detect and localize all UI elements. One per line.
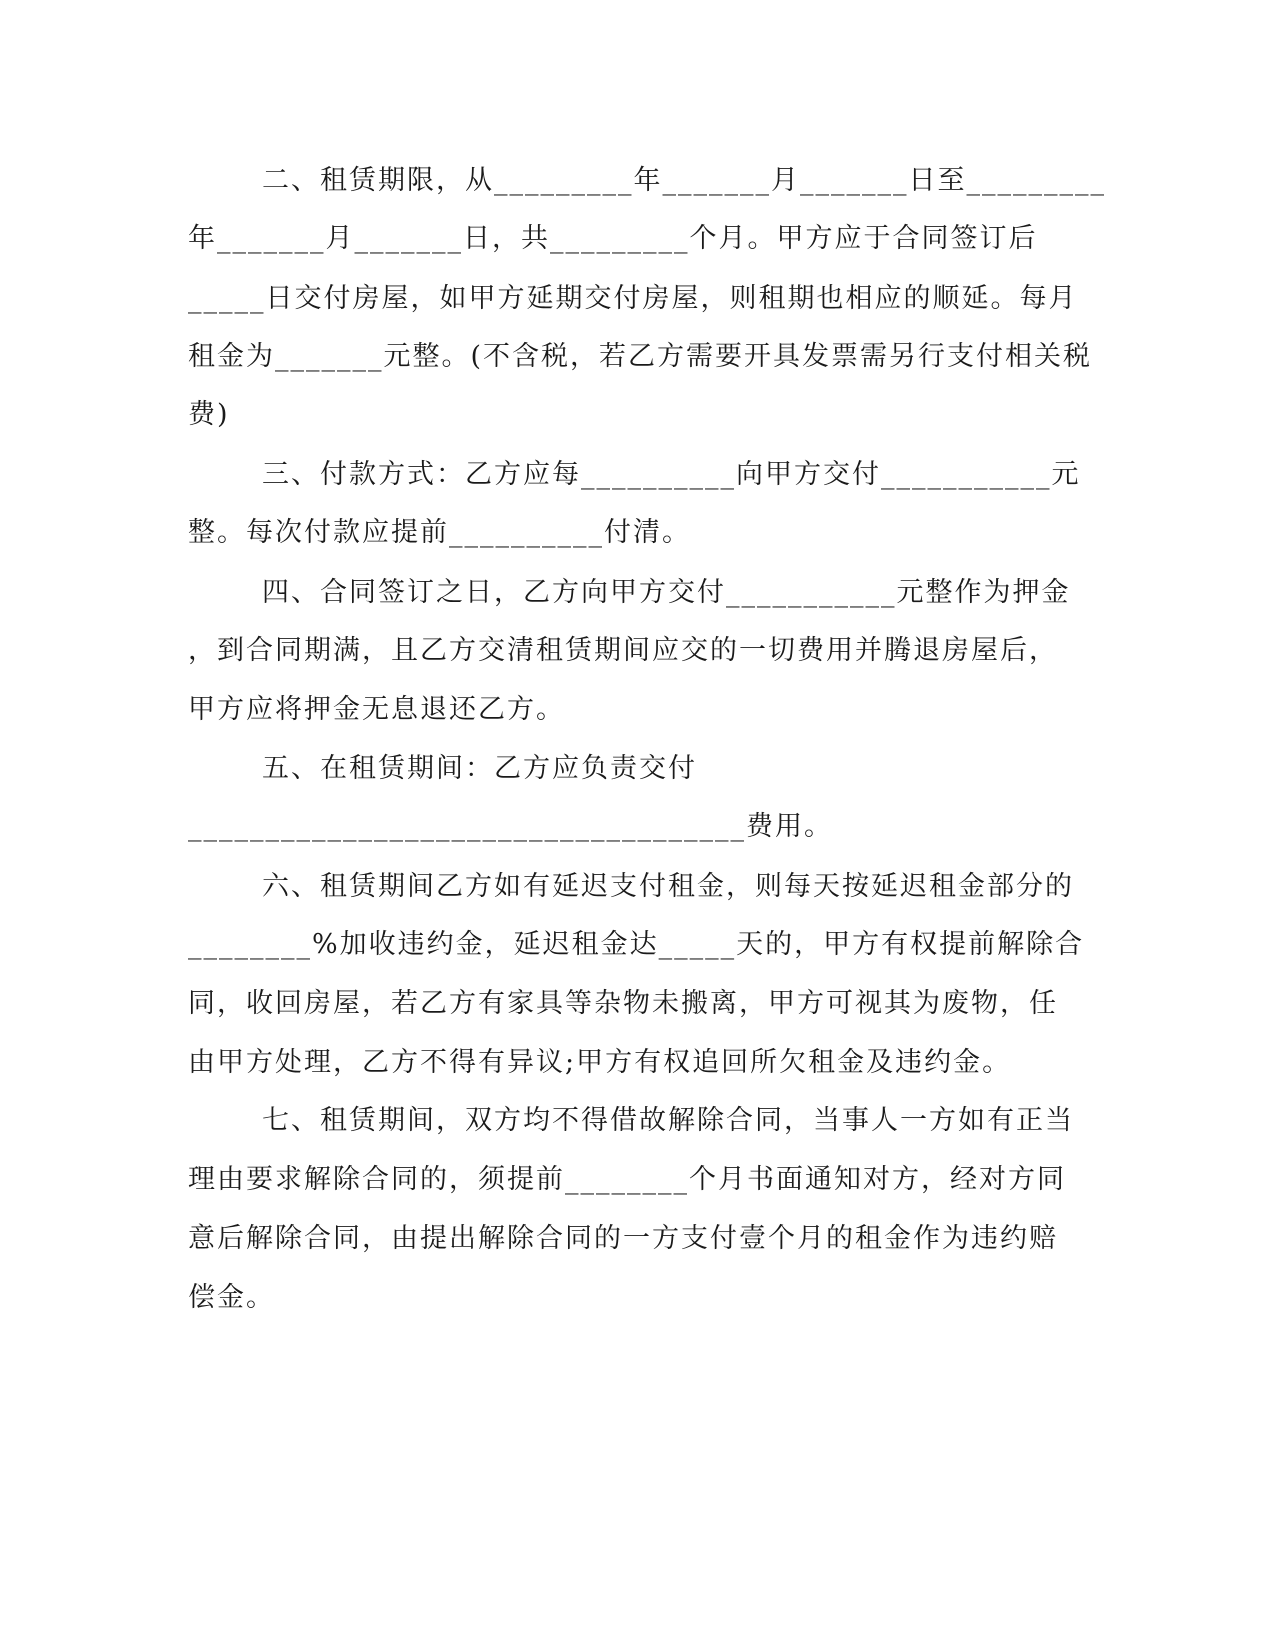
clause-7-line-4: 偿金。 [188,1282,275,1313]
clause-5-line-1: 五、在租赁期间：乙方应负责交付 [262,753,697,784]
clause-2-line-4: 租金为_______元整。(不含税，若乙方需要开具发票需另行支付相关税 [188,341,1093,372]
clause-2-line-2: 年_______月_______日，共_________个月。甲方应于合同签订后 [188,223,1038,254]
clause-3-line-2: 整。每次付款应提前__________付清。 [188,517,691,548]
clause-6-line-2: ________%加收违约金，延迟租金达_____天的，甲方有权提前解除合 [188,929,1085,960]
clause-4-line-1: 四、合同签订之日，乙方向甲方交付___________元整作为押金 [262,577,1071,608]
clause-4-line-2: ，到合同期满，且乙方交清租赁期间应交的一切费用并腾退房屋后， [188,635,1058,666]
clause-2-line-5: 费) [188,399,230,430]
clause-7-line-3: 意后解除合同，由提出解除合同的一方支付壹个月的租金作为违约赔 [188,1223,1058,1254]
clause-6-line-1: 六、租赁期间乙方如有延迟支付租金，则每天按延迟租金部分的 [262,871,1074,902]
clause-4-line-3: 甲方应将押金无息退还乙方。 [188,694,565,725]
clause-2-line-1: 二、租赁期限，从_________年_______月_______日至_________ [262,165,1106,196]
clause-3-line-1: 三、付款方式：乙方应每__________向甲方交付___________元 [262,459,1081,490]
clause-6-line-3: 同，收回房屋，若乙方有家具等杂物未搬离，甲方可视其为废物，任 [188,988,1058,1019]
clause-7-line-1: 七、租赁期间，双方均不得借故解除合同，当事人一方如有正当 [262,1105,1074,1136]
clause-5-line-2: ____________________________________费用。 [188,811,833,842]
clause-6-line-4: 由甲方处理，乙方不得有异议;甲方有权追回所欠租金及违约金。 [188,1047,1012,1078]
clause-7-line-2: 理由要求解除合同的，须提前________个月书面通知对方，经对方同 [188,1164,1066,1195]
clause-2-line-3: _____日交付房屋，如甲方延期交付房屋，则租期也相应的顺延。每月 [188,283,1078,314]
